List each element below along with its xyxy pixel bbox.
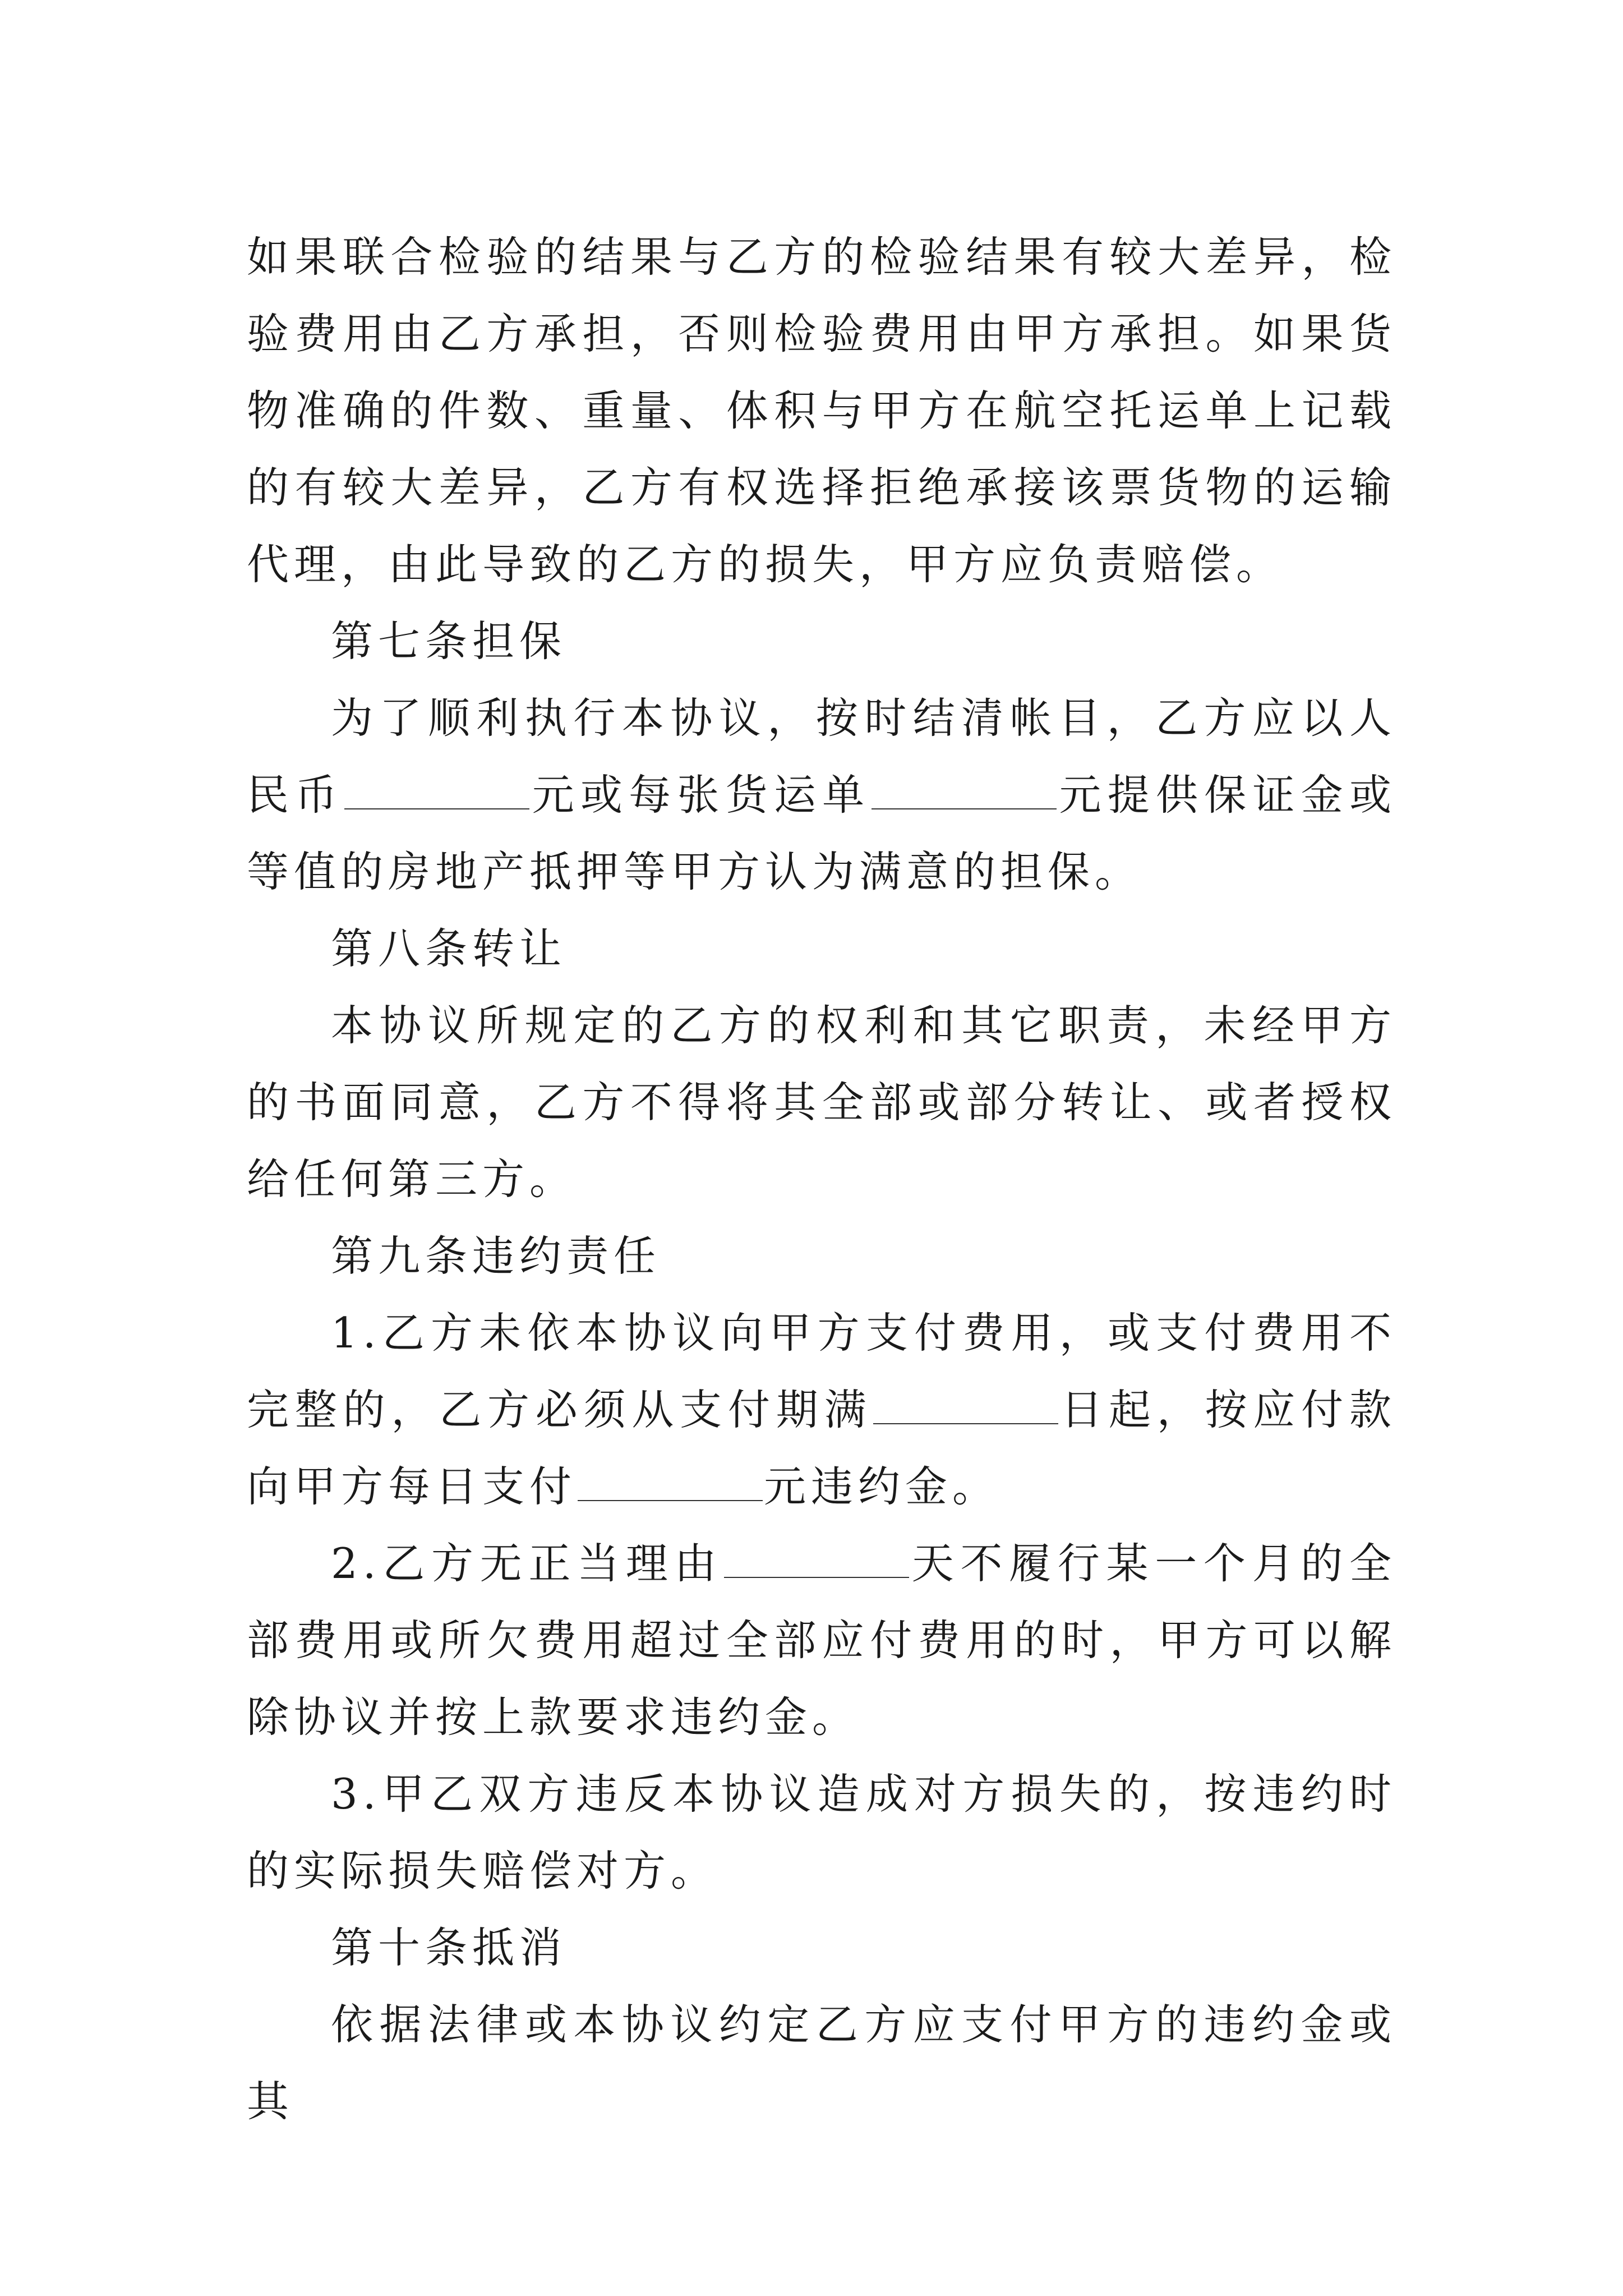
paragraph-text: 为了顺利执行本协议，按时结清帐目，乙方应以人民币: [247, 693, 1396, 820]
paragraph-text: 本协议所规定的乙方的权利和其它职责，未经甲方的书面同意，乙方不得将其全部或部分转让、或者授权给任何第三方。: [247, 1001, 1396, 1204]
article-7-heading: [247, 603, 1396, 680]
paragraph-text: 3.甲乙双方违反本协议造成对方损失的，按违约时的实际损失赔偿对方。: [247, 1769, 1396, 1895]
document-body: [247, 219, 1396, 2140]
paragraph-text: 2.乙方无正当理由: [331, 1539, 723, 1588]
article-9-item-2: [247, 1525, 1396, 1756]
article-7-paragraph: [247, 680, 1396, 910]
paragraph-text: 依据法律或本协议约定乙方应支付甲方的违约金或其: [247, 2000, 1396, 2126]
paragraph-text: 天不履行某一个月的全部费用或所欠费用超过全部应付费用的时，甲方可以解除协议并按上款要求违约金。: [247, 1539, 1396, 1742]
article-9-item-1: [247, 1295, 1396, 1525]
article-9-item-3: [247, 1756, 1396, 1910]
article-9-heading: [247, 1218, 1396, 1295]
fill-in-blank: [872, 769, 1057, 809]
fill-in-blank: [344, 769, 529, 809]
fill-in-blank: [873, 1383, 1058, 1424]
fill-in-blank: [578, 1460, 763, 1501]
paragraph-inspection: [247, 219, 1396, 603]
heading-text: 第十条抵消: [331, 1923, 567, 1972]
fill-in-blank: [724, 1537, 909, 1578]
heading-text: 第八条转让: [331, 924, 567, 973]
article-8-heading: [247, 910, 1396, 987]
paragraph-text: 1.乙方未依本协议向甲方支付费用，或支付费用不完整的，乙方必须从支付期满: [247, 1308, 1396, 1434]
paragraph-text: 元违约金。: [764, 1462, 1000, 1511]
paragraph-text: 如果联合检验的结果与乙方的检验结果有较大差异，检验费用由乙方承担，否则检验费用由甲方承担。如果货物准确的件数、重量、体积与甲方在航空托运单上记载的有较大差异，乙方有权选择拒绝承接该票货物的运输代理，由此导致的乙方的损失，甲方应负责赔偿。: [247, 232, 1396, 589]
heading-text: 第七条担保: [331, 616, 567, 666]
paragraph-text: 元提供保证金或等值的房地产抵押等甲方认为满意的担保。: [247, 770, 1396, 896]
article-10-heading: [247, 1910, 1396, 1986]
heading-text: 第九条违约责任: [331, 1231, 661, 1281]
article-10-paragraph: [247, 1986, 1396, 2140]
article-8-paragraph: [247, 987, 1396, 1218]
paragraph-text: 元或每张货运单: [531, 770, 871, 820]
paragraph-text: 日起，按应付款向甲方每日支付: [247, 1385, 1396, 1511]
